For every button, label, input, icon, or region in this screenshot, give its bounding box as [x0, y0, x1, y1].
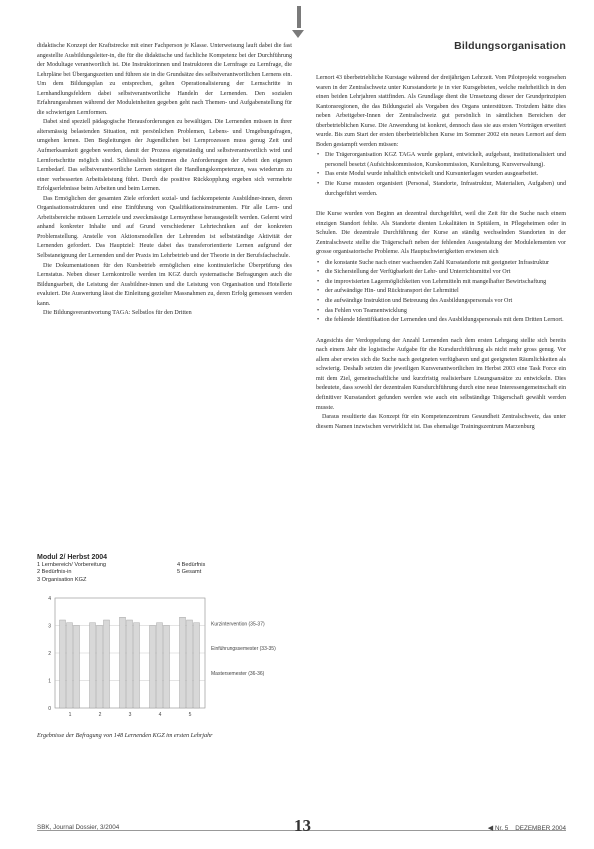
- bar: [97, 626, 103, 709]
- list-item: • die Sicherstellung der Verfügbarkeit der Lehr- und Unterrichtsmittel vor Ort: [325, 268, 566, 278]
- bullet-list: [316, 259, 566, 326]
- list-item: • die improvisierten Lagermöglichkeiten von Lehrmitteln mit mangelhafter Bewirtschaftung: [325, 278, 566, 288]
- down-arrow-icon: [292, 30, 304, 38]
- legend-item: [177, 577, 287, 584]
- paragraph: Die Kurse wurden von Beginn an dezentral durchgeführt, weil die Zeit für die Suche nach einem einzigen Standort fehlte. Als Standorte dienten Lokalitäten in Spitälern, in Pflegeheimen oder in Schulen. Die dezentrale Durchführung der Kurse an ständig wechselnden Standorten in der Zentralschweiz stellte die Trägerschaft neben der fehlenden Ausgestaltung der Modulelementen vor grosse organisatorische Probleme. Als Hauptschwierigkeiten erwiesen sich: [316, 211, 566, 256]
- legend-item: 2 Bedürfnis-in: [37, 569, 72, 576]
- list-item: • die aufwändige Instruktion und Betreuung des Ausbildungspersonals vor Ort: [325, 297, 566, 307]
- bar: [127, 620, 133, 708]
- list-item: • der aufwändige Hin- und Rücktransport der Lehrmittel: [325, 287, 566, 297]
- list-item: • Die Kurse mussten organisiert (Personal, Standorte, Infrastruktur, Materialien, Aufgaben) und durchgeführt werden.: [325, 180, 566, 199]
- chart-title: Modul 2/ Herbst 2004: [37, 554, 108, 561]
- bar: [180, 617, 186, 708]
- left-column: [37, 42, 292, 319]
- paragraph: Daraus resultierte das Konzept für ein Kompetenzzentrum Gesundheit Zentralschweiz, das unter diesem Namen inzwischen verwirklicht ist. Das ehemalige Trainingszentrum Marzenburg: [316, 414, 566, 430]
- list-item: • die fehlende Identifikation der Lernenden und des Ausbildungspersonals mit dem Dritten Lernort.: [325, 316, 566, 326]
- issue-number: Nr. 5: [494, 825, 509, 832]
- series-label: Mastersemester (36-36): [211, 670, 265, 677]
- bar: [60, 620, 66, 708]
- y-tick-label: 1: [48, 678, 51, 685]
- x-tick-label: 5: [188, 712, 192, 718]
- issue-info: [488, 824, 566, 832]
- section-title: Bildungsorganisation: [454, 40, 566, 52]
- bar: [194, 623, 200, 708]
- bar: [164, 626, 170, 709]
- chart-plot: [37, 590, 297, 730]
- bar: [187, 620, 193, 708]
- bar: [134, 623, 140, 708]
- paragraph: Die Dokumentationen für den Kursbetrieb ermöglichen eine kontinuierliche Überprüfung des Lernstatus. Neben dieser Lernkontrolle werden im KGZ durch systematische Befragungen auch die Bildungsarbeit, die Leistung der Ausbildner-innen und die Leistung von Organisation und Hotellerie evaluiert. Die Auswertung lässt die Einleitung gezielter Massnahmen zu, deren Erfolg gemessen werden kann.: [37, 262, 292, 307]
- chart-caption: Ergebnisse der Befragung von 148 Lernenden KGZ im ersten Lehrjahr: [37, 732, 213, 739]
- bar: [150, 626, 156, 709]
- issue-month: DEZEMBER 2004: [515, 825, 566, 832]
- top-marker-bar: [297, 6, 301, 28]
- journal-name: SBK, Journal Dossier, 3/2004: [37, 824, 120, 831]
- left-arrow-icon: ◀: [487, 825, 494, 832]
- x-tick-label: 1: [68, 712, 72, 718]
- series-label: Einführungssemester (33-35): [211, 646, 276, 652]
- chart-legend: [37, 562, 297, 584]
- legend-item: 4 Bedürfnis: [177, 562, 206, 568]
- paragraph: didaktische Konzept der Kraftstrecke mit einer Fachperson je Klasse. Unterweisung lauft dabei die fast angestellte Ausbildungsleiter-in, die für die didaktische und fachliche Kompetenz bei der Durchführung der Modultage verantwortlich ist. Die Instruktorinnen und Instruktoren die Lernfrage zu Lernfrage, die Lehrpläne bei Übergangszeiten und führen sie in die Grundsätze des selbstverantwortlichen Lernens ein. Um dem Bildungsplan zu entsprechen, gelten Operationalisierung der Lernschritte in Lernhandlungsfeldern dabei selbstverantwortliche Handeln der Lernenden. Den sozialen Erfahrungsrahmen während der Moduleinheiten gegeben geht nach Themen- und Aufgabenstellung für die schwierigen Lernformen.: [37, 43, 292, 116]
- list-item: • Das erste Modul wurde inhaltlich entwickelt und Kursunterlagen wurden ausgearbeitet.: [325, 170, 566, 180]
- legend-item: 1 Lernbereich/ Vorbereitung: [37, 562, 107, 568]
- page-footer: [37, 818, 566, 838]
- y-tick-label: 2: [48, 651, 51, 657]
- paragraph: Das Ermöglichen der gesamten Ziele erfordert sozial- und fachkompetente Ausbildner-innen, deren Organisationsstrukturen und eine Einführung von Qualifikationsinstrumenten. Für alle Lern- und Arbeitsbereiche müssen Lernziele und zweckmässige Lernsynthese herausgestellt werden. Gelernt wird anhand konkreter Inhalte und auf Grund verschiedener Lehrtechniken auf der konkreten Problemstellung. Anstelle von Aktionsmodellen der Lehrenden ist selbstständige Aktivität der Lernenden gefordert. Das Hauptziel: Heute dabei das transferorientierte Lernen aufgrund der Selbstaneignung der Lernenden und der Praxis im Lehrbetrieb und der Theorie in der Berufsfachschule.: [37, 195, 292, 260]
- bar: [67, 623, 73, 708]
- x-tick-label: 4: [158, 712, 162, 718]
- bar: [90, 623, 96, 708]
- survey-chart: [37, 554, 297, 789]
- bar: [104, 620, 110, 708]
- list-item: • Die Trägerorganisation KGZ TAGA wurde geplant, entwickelt, aufgebaut, institutionalisiert und personell besetzt (Aufsichtskommission, Kurskommission, Kursleitung, Kursverwaltung).: [325, 151, 566, 170]
- bar: [74, 626, 80, 709]
- bar: [120, 617, 126, 708]
- paragraph: Angesichts der Verdoppelung der Anzahl Lernenden nach dem ersten Lehrgang stellte sich bereits nach einem Jahr die logistische Aufgabe für die Kursdurchführung als nicht mehr gross genug. Vor allem aber erwies sich die Suche nach geeigneten verfügbaren und gut geeigneten Räumlichkeiten als schwierig. Deshalb setzten die jeweiligen Kursverantwortlichen im Herbst 2003 eine Task Force ein mit dem Ziel, gemeinschaftliche und kurzfristig realisierbare Lösungsansätze zu entwickeln. Dies bedeutete, dass sowohl der dezentralen Kursdurchführung durch eine neue Interessengemeinschaft ein definitiver Kursstandort gefunden werden wie auch ein selbständige Trägerschaft gewählt werden musste.: [316, 337, 566, 411]
- x-tick-label: 2: [98, 712, 102, 718]
- bullet-list: [316, 151, 566, 199]
- paragraph: Dabei sind speziell pädagogische Herausforderungen zu bewältigen. Die Lernenden müssen in ihrer altersmässig belastenden Situation, mit persönlichen Problemen, Lebens- und Umgebungsfragen, umgehen lernen. Den Begleitungen der Jugendlichen bei Lernprozessen muss genug Zeit und Aufmerksamkeit gegeben werden, damit der Prozess eigenständig und selbstverantwortlich wird und Lernfortschritte möglich sind. Schliesslich bestimmen die Anforderungen der Arbeit den eigenen Lernbedarf. Das selbstverantwortliche Lernen steigert die Handlungskompetenzen, was wiederum zu einer verbesserten Arbeitsleistung führt. Durch die positive Rückkopplung ergeben sich vermehrte Erfolgserlebnisse beim Arbeiten und beim Lernen.: [37, 119, 292, 193]
- x-tick-label: 3: [128, 712, 132, 718]
- y-tick-label: 3: [48, 623, 51, 630]
- list-item: • die konstante Suche nach einer wachsenden Zahl Kursstandorte mit geeigneter Infrastruktur: [325, 259, 566, 269]
- bar: [157, 623, 163, 708]
- y-tick-label: 4: [48, 596, 51, 602]
- y-tick-label: 0: [48, 706, 51, 712]
- right-column: [316, 74, 566, 432]
- list-item: • das Fehlen von Teamentwicklung: [325, 307, 566, 317]
- series-label: Kurzintervention (35-37): [211, 621, 265, 628]
- paragraph: Lernort 43 überbetriebliche Kurstage während der dreijährigen Lehrzeit. Vom Pilotprojekt vorgesehen waren in der Zentralschweiz unter Kursstandorte je in vier Kursgebieten, welche mehrheitlich in den einen beiden Lehrjahren stattfinden. Als Grundlage dient die Umsetzung dieser der Grundprinzipien Kantonsregionen, die das Bildungsziel als Vorgaben des Organs unterstützen. Trotzdem hätte dies neben Arbeitgeber-Innen der Zentralschweiz gut persönlich in sämtlichen Bereichen der überbetrieblichen Kurse. Die Anwendung ist konkret, dennoch dass sie aus ersten Vorträgen erweitert wurde. Bis zum Start der ersten überbetrieblichen Kurse im Sommer 2002 ein neues Lernort auf dem Boden gestampft werden müssen:: [316, 75, 566, 148]
- paragraph: Die Bildungsverantwortung TAGA: Selbstlos für den Dritten: [43, 310, 192, 317]
- legend-item: 5 Gesamt: [177, 569, 202, 576]
- legend-item: 3 Organisation KGZ: [37, 576, 87, 583]
- page-number: 13: [294, 816, 311, 835]
